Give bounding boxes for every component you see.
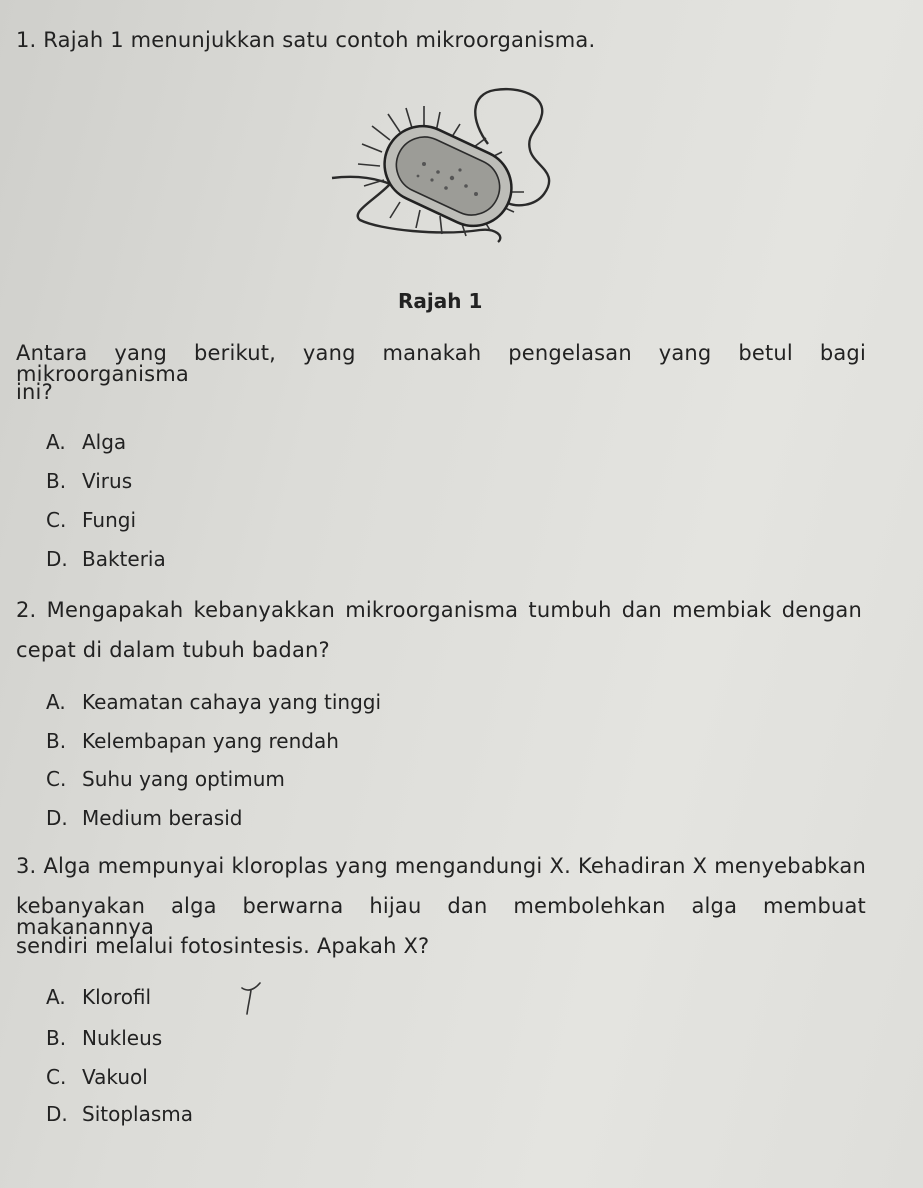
option-text: Virus (82, 469, 133, 493)
option-letter: A. (46, 690, 66, 714)
option-text: Fungi (82, 508, 137, 532)
option-text: Bakteria (82, 547, 166, 571)
option-letter: B. (46, 729, 67, 753)
option-text: Kelembapan yang rendah (82, 729, 339, 753)
option-letter: C. (46, 508, 67, 532)
q1-option-b[interactable] (46, 471, 132, 491)
option-letter: B. (46, 1026, 67, 1050)
q1-stem-line1: Antara yang berikut, yang manakah pengelasan yang betul bagi mikroorganisma (16, 341, 866, 386)
option-letter: A. (46, 430, 66, 454)
option-text: Nukleus (82, 1026, 163, 1050)
q3-stem-line3: sendiri melalui fotosintesis. Apakah X? (16, 934, 430, 958)
option-text: Suhu yang optimum (82, 767, 285, 791)
q2-option-c[interactable] (46, 769, 285, 789)
q3-option-d[interactable] (46, 1104, 193, 1124)
option-letter: A. (46, 985, 66, 1009)
q1-option-d[interactable] (46, 549, 166, 569)
option-letter: D. (46, 1102, 68, 1126)
option-text: Sitoplasma (82, 1102, 193, 1126)
figure-caption: Rajah 1 (398, 289, 483, 313)
option-text: Keamatan cahaya yang tinggi (82, 690, 382, 714)
option-letter: D. (46, 806, 68, 830)
q1-stem-line2: ini? (16, 380, 53, 404)
q2-option-b[interactable] (46, 731, 339, 751)
q3-option-c[interactable] (46, 1067, 148, 1087)
option-letter: B. (46, 469, 67, 493)
q1-option-a[interactable] (46, 432, 126, 452)
q3-stem-line1: 3. Alga mempunyai kloroplas yang mengandungi X. Kehadiran X menyebabkan (16, 854, 866, 878)
bacterium-illustration (320, 80, 590, 260)
q2-stem-line2: cepat di dalam tubuh badan? (16, 638, 330, 662)
option-letter: C. (46, 767, 67, 791)
handwritten-mark-icon (238, 980, 264, 1016)
q2-stem-line1: 2. Mengapakah kebanyakkan mikroorganisma tumbuh dan membiak dengan (16, 598, 862, 622)
q3-option-b[interactable] (46, 1028, 162, 1048)
q1-title: 1. Rajah 1 menunjukkan satu contoh mikroorganisma. (16, 28, 596, 52)
q1-option-c[interactable] (46, 510, 136, 530)
option-text: Medium berasid (82, 806, 243, 830)
option-text: Klorofil (82, 985, 152, 1009)
q2-option-a[interactable] (46, 692, 381, 712)
q3-option-a[interactable] (46, 987, 151, 1007)
option-text: Vakuol (82, 1065, 148, 1089)
q2-option-d[interactable] (46, 808, 242, 828)
option-text: Alga (82, 430, 127, 454)
option-letter: D. (46, 547, 68, 571)
option-letter: C. (46, 1065, 67, 1089)
q3-stem-line2: kebanyakan alga berwarna hijau dan membolehkan alga membuat makanannya (16, 894, 866, 939)
